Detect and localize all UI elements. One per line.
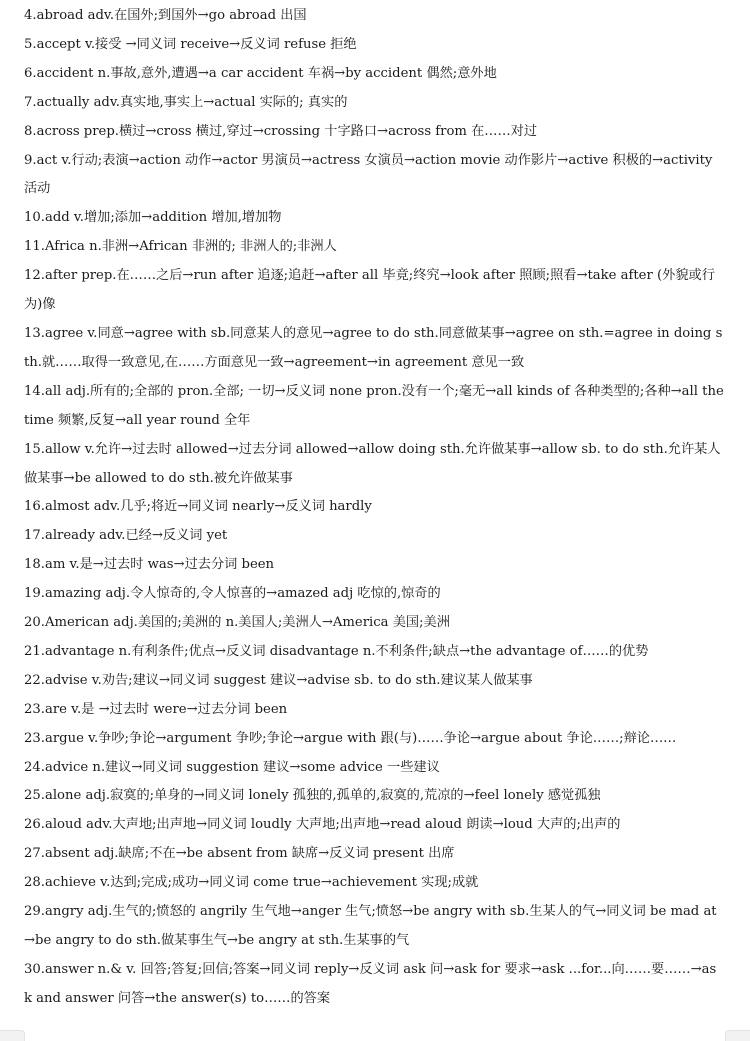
vocab-entry-act: 9.act v.行动;表演→action 动作→actor 男演员→actress 女演员→action movie 动作影片→active 积极的→activity 活动 (24, 152, 713, 197)
vocab-entry-am: 18.am v.是→过去时 was→过去分词 been (24, 557, 275, 573)
vocab-entry-accept: 5.accept v.接受 →同义词 receive→反义词 refuse 拒绝 (24, 36, 357, 52)
vocab-entry-amazing: 19.amazing adj.令人惊奇的,令人惊喜的→amazed adj 吃惊的,惊奇的 (24, 586, 441, 602)
vocab-entry-add: 10.add v.增加;添加→addition 增加,增加物 (24, 210, 282, 226)
vocab-entry-almost: 16.almost adv.几乎;将近→同义词 nearly→反义词 hardly (24, 499, 372, 515)
vocab-entry-accident: 6.accident n.事故,意外,遭遇→a car accident 车祸→by accident 偶然;意外地 (24, 65, 497, 81)
vocab-entry-advise: 22.advise v.劝告;建议→同义词 suggest 建议→advise sb. to do sth.建议某人做某事 (24, 672, 533, 688)
vocab-entry-after: 12.after prep.在……之后→run after 追逐;追赶→after all 毕竟;终究→look after 照顾;照看→take after (外貌或行为)像 (24, 268, 715, 313)
vocab-entry-all: 14.all adj.所有的;全部的 pron.全部; 一切→反义词 none pron.没有一个;毫无→all kinds of 各种类型的;各种→all the time 频繁,反复→all year round 全年 (24, 383, 724, 428)
vocab-entry-achieve: 28.achieve v.达到;完成;成功→同义词 come true→achievement 实现;成就 (24, 875, 479, 891)
vocab-entry-angry: 29.angry adj.生气的;愤怒的 angrily 生气地→anger 生气;愤怒→be angry with sb.生某人的气→同义词 be mad at→be angry to do sth.做某事生气→be angry at sth.生某事的气 (24, 904, 717, 948)
vocab-entry-abroad: 4.abroad adv.在国外;到国外→go abroad 出国 (24, 8, 307, 23)
vocab-entry-are: 23.are v.是 →过去时 were→过去分词 been (24, 701, 288, 717)
vocab-entry-alone: 25.alone adj.寂寞的;单身的→同义词 lonely 孤独的,孤单的,寂寞的,荒凉的→feel lonely 感觉孤独 (24, 788, 601, 804)
vocab-entry-american: 20.American adj.美国的;美洲的 n.美国人;美洲人→America 美国;美洲 (24, 615, 450, 631)
page-corner-left (0, 1030, 25, 1041)
vocab-entry-actually: 7.actually adv.真实地,事实上→actual 实际的; 真实的 (24, 94, 348, 110)
vocab-entry-africa: 11.Africa n.非洲→African 非洲的; 非洲人的;非洲人 (24, 239, 337, 255)
vocab-entry-advantage: 21.advantage n.有利条件;优点→反义词 disadvantage n.不利条件;缺点→the advantage of……的优势 (24, 643, 649, 659)
vocab-entry-advice: 24.advice n.建议→同义词 suggestion 建议→some advice 一些建议 (24, 759, 440, 775)
vocab-entry-aloud: 26.aloud adv.大声地;出声地→同义词 loudly 大声地;出声地→read aloud 朗读→loud 大声的;出声的 (24, 817, 621, 833)
vocab-entry-agree: 13.agree v.同意→agree with sb.同意某人的意见→agree to do sth.同意做某事→agree on sth.=agree in doing sth.就……取得一致意见,在……方面意见一致→agreement→in agreement 意见一致 (24, 325, 723, 370)
vocab-entry-answer: 30.answer n.& v. 回答;答复;回信;答案→同义词 reply→反义词 ask 问→ask for 要求→ask ...for...向……要……→ask and answer 问答→the answer(s) to……的答案 (24, 961, 717, 1006)
page-corner-right (725, 1030, 750, 1041)
vocab-entry-already: 17.already adv.已经→反义词 yet (24, 528, 228, 544)
vocabulary-list (24, 2, 724, 1014)
vocab-entry-across: 8.across prep.横过→cross 横过,穿过→crossing 十字路口→across from 在……对过 (24, 123, 538, 139)
vocab-entry-absent: 27.absent adj.缺席;不在→be absent from 缺席→反义词 present 出席 (24, 846, 455, 862)
vocab-entry-allow: 15.allow v.允许→过去时 allowed→过去分词 allowed→allow doing sth.允许做某事→allow sb. to do sth.允许某人做某事→be allowed to do sth.被允许做某事 (24, 441, 721, 486)
vocab-entry-argue: 23.argue v.争吵;争论→argument 争吵;争论→argue with 跟(与)……争论→argue about 争论……;辩论…… (24, 730, 677, 746)
